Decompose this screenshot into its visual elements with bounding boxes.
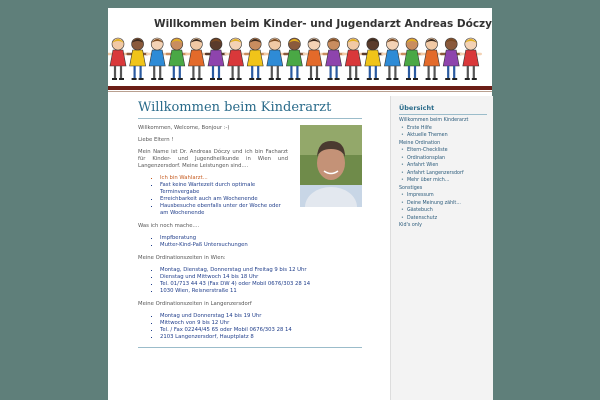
content-end-rule [138,347,362,348]
child-figure [324,38,344,79]
child-figure [186,38,206,79]
sidebar-item[interactable]: • Anfahrt Langenzersdorf [399,170,493,178]
doctor-photo [300,125,362,207]
list-item: ▪ Tel. / Fax 02244/45 65 oder Mobil 0676/303 28 14 [160,327,362,334]
sidebar-item[interactable]: • Ordinationsplan [399,155,493,163]
langenzersdorf-hours-list [138,313,362,341]
sidebar-item[interactable]: • Impressum [399,192,493,200]
services-list [138,175,290,217]
list-item: ▪ Erreichbarkeit auch am Wochenende [160,196,290,203]
sidebar-item[interactable]: Willkommen beim Kinderarzt [399,118,469,123]
child-figure [167,38,187,79]
list-item: ▪ 2103 Langenzersdorf, Hauptplatz 8 [160,334,362,341]
list-item: ▪ Dienstag und Mittwoch 14 bis 18 Uhr [160,274,362,281]
child-figure [441,38,461,79]
list-item[interactable]: ▪ Ich bin Wahlarzt... [160,175,290,182]
list-item: ▪ 1030 Wien, Reisnerstraße 11 [160,288,362,295]
sidebar-item[interactable]: • Eltern-Checkliste [399,147,493,155]
dear-parents-text: Liebe Eltern ! [138,137,174,143]
sidebar-item[interactable]: • Anfahrt Wien [399,162,493,170]
sidebar-item[interactable]: • Gästebuch [399,207,493,215]
list-item: ▪ Montag, Dienstag, Donnerstag und Freitag 9 bis 12 Uhr [160,267,362,274]
child-figure [363,38,383,79]
list-item: ▪ Fast keine Wartezeit durch optimale Terminvergabe [160,182,290,196]
child-figure [206,38,226,79]
intro-paragraph: Mein Name ist Dr. Andreas Dóczy und ich bin Facharzt für Kinder- und Jugendheilkunde in Wien und Langenzersdorf. Meine Leistungen sind.... [138,149,288,169]
sidebar-item[interactable]: • Datenschutz [399,215,493,223]
sidebar-title-rule [399,114,487,115]
site-header [108,8,492,90]
sidebar-item[interactable]: • Aktuelle Themen [399,132,493,140]
list-item: ▪ Hausbesuche ebenfalls unter der Woche oder am Wochenende [160,203,290,217]
child-figure [343,38,363,79]
sidebar-title: Übersicht [399,104,435,112]
more-label: Was ich noch mache.... [138,223,200,229]
header-thin-line [108,91,492,92]
more-list [138,235,362,249]
vienna-hours-label: Meine Ordinationszeiten in Wien: [138,255,226,261]
sidebar-item[interactable]: • Erste Hilfe [399,125,493,133]
child-figure [226,38,246,79]
children-banner-illustration [108,36,492,86]
page-container [108,8,492,400]
sidebar-item[interactable]: • Mehr über mich... [399,177,493,185]
vienna-hours-list [138,267,362,295]
child-figure [147,38,167,79]
child-figure [108,38,128,79]
sidebar-item[interactable]: Kid's only [399,223,423,228]
site-title[interactable]: Willkommen beim Kinder- und Jugendarzt Andreas Dóczy [154,18,492,30]
list-item: ▪ Mutter-Kind-Paß Untersuchungen [160,242,362,249]
sidebar-item[interactable]: Meine Ordination [399,140,441,146]
list-item: ▪ Mittwoch von 9 bis 12 Uhr [160,320,362,327]
list-item: ▪ Impfberatung [160,235,362,242]
sidebar-nav [391,117,493,230]
child-figure [128,38,148,79]
child-figure [245,38,265,79]
child-figure [284,38,304,79]
child-figure [402,38,422,79]
child-figure [265,38,285,79]
child-figure [304,38,324,79]
page-title: Willkommen beim Kinderarzt [138,100,332,115]
main-content [138,100,362,354]
list-item: ▪ Tel. 01/713 44 43 (Fax DW 4) oder Mobil 0676/303 28 14 [160,281,362,288]
greeting-text: Willkommen, Welcome, Bonjour :-) [138,125,230,131]
child-figure [422,38,442,79]
header-divider [108,86,492,90]
langenzersdorf-hours-label: Meine Ordinationszeiten in Langenzersdorf [138,301,252,307]
sidebar-item[interactable]: • Deine Meinung zählt... [399,200,493,208]
title-rule [138,118,362,119]
sidebar-item[interactable]: Sonstiges [399,185,423,191]
child-figure [382,38,402,79]
sidebar [390,96,493,400]
child-figure [461,38,481,79]
list-item: ▪ Montag und Donnerstag 14 bis 19 Uhr [160,313,362,320]
intro-section [138,125,362,217]
